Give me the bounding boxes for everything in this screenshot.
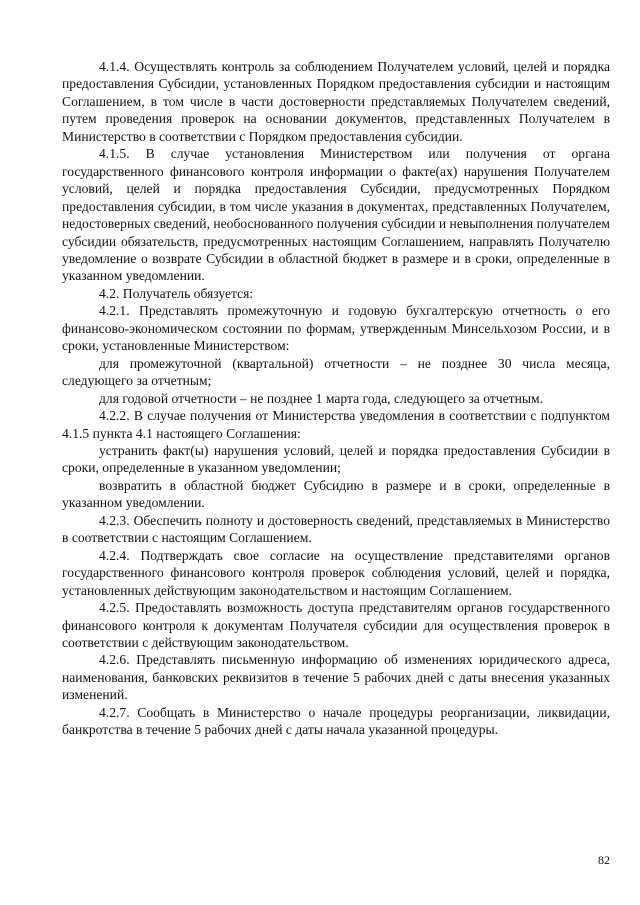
paragraph-4-2-7: 4.2.7. Сообщать в Министерство о начале процедуры реорганизации, ликвидации, банкротства в течение 5 рабочих дней с даты начала указанной процедуры.: [62, 704, 610, 738]
paragraph-annual-reporting: для годовой отчетности – не позднее 1 марта года, следующего за отчетным.: [99, 390, 544, 406]
paragraph-interim-reporting: для промежуточной (квартальной) отчетности – не позднее 30 числа месяца, следующего за отчетным;: [62, 355, 610, 389]
paragraph-4-2-6: 4.2.6. Представлять письменную информацию об изменениях юридического адреса, наименования, банковских реквизитов в течение 5 рабочих дней с даты внесения указанных изменений.: [62, 652, 610, 703]
paragraph-4-1-5: 4.1.5. В случае установления Министерством или получения от органа государственного финансового контроля информации о факте(ах) нарушения Получателем условий, целей и порядка предоставления Субсидии, предусмотренных Порядком предоставления субсидии, в том числе указания в документах, представленных Получателем, недостоверных сведений, необоснованного получения субсидии и невыполнения получателем субсидии обязательств, предусмотренных настоящим Соглашением, направлять Получателю уведомление о возврате Субсидии в областной бюджет в размере и в сроки, определенные в указанном уведомлении.: [62, 146, 610, 284]
paragraph-eliminate-violations: устранить факт(ы) нарушения условий, целей и порядка предоставления Субсидии в сроки, определенные в указанном уведомлении;: [62, 442, 610, 476]
paragraph-return-subsidy: возвратить в областной бюджет Субсидию в размере и в сроки, определенные в указанном уведомлении.: [62, 477, 610, 511]
paragraph-4-2-3: 4.2.3. Обеспечить полноту и достоверность сведений, представляемых в Министерство в соответствии с настоящим Соглашением.: [62, 512, 610, 546]
page-number: 82: [598, 853, 610, 867]
paragraph-4-2-5: 4.2.5. Предоставлять возможность доступа представителям органов государственного финансового контроля к документам Получателя субсидии для осуществления проверок в соответствии с действующим законодательством.: [62, 600, 610, 650]
paragraph-4-2: 4.2. Получатель обязуется:: [99, 285, 254, 301]
paragraph-4-1-4: 4.1.4. Осуществлять контроль за соблюдением Получателем условий, целей и порядка предоставления Субсидии, установленных Порядком предоставления субсидии и настоящим Соглашением, в том числе в части достоверности представляемых Получателем сведений, путем проведения проверок на основании документов, представленных Получателем в Министерство в соответствии с Порядком предоставления субсидии.: [62, 59, 610, 144]
document-body: [62, 58, 610, 739]
paragraph-4-2-1: 4.2.1. Представлять промежуточную и годовую бухгалтерскую отчетность о его финансово-экономическом состоянии по формам, утвержденным Минсельхозом России, и в сроки, установленные Министерством:: [62, 303, 610, 354]
paragraph-4-2-4: 4.2.4. Подтверждать свое согласие на осуществление представителями органов государственного финансового контроля проверок соблюдения условий, целей и порядка, установленных действующим законодательством и настоящим Соглашением.: [62, 547, 610, 598]
paragraph-4-2-2: 4.2.2. В случае получения от Министерства уведомления в соответствии с подпунктом 4.1.5 пункта 4.1 настоящего Соглашения:: [62, 408, 610, 441]
